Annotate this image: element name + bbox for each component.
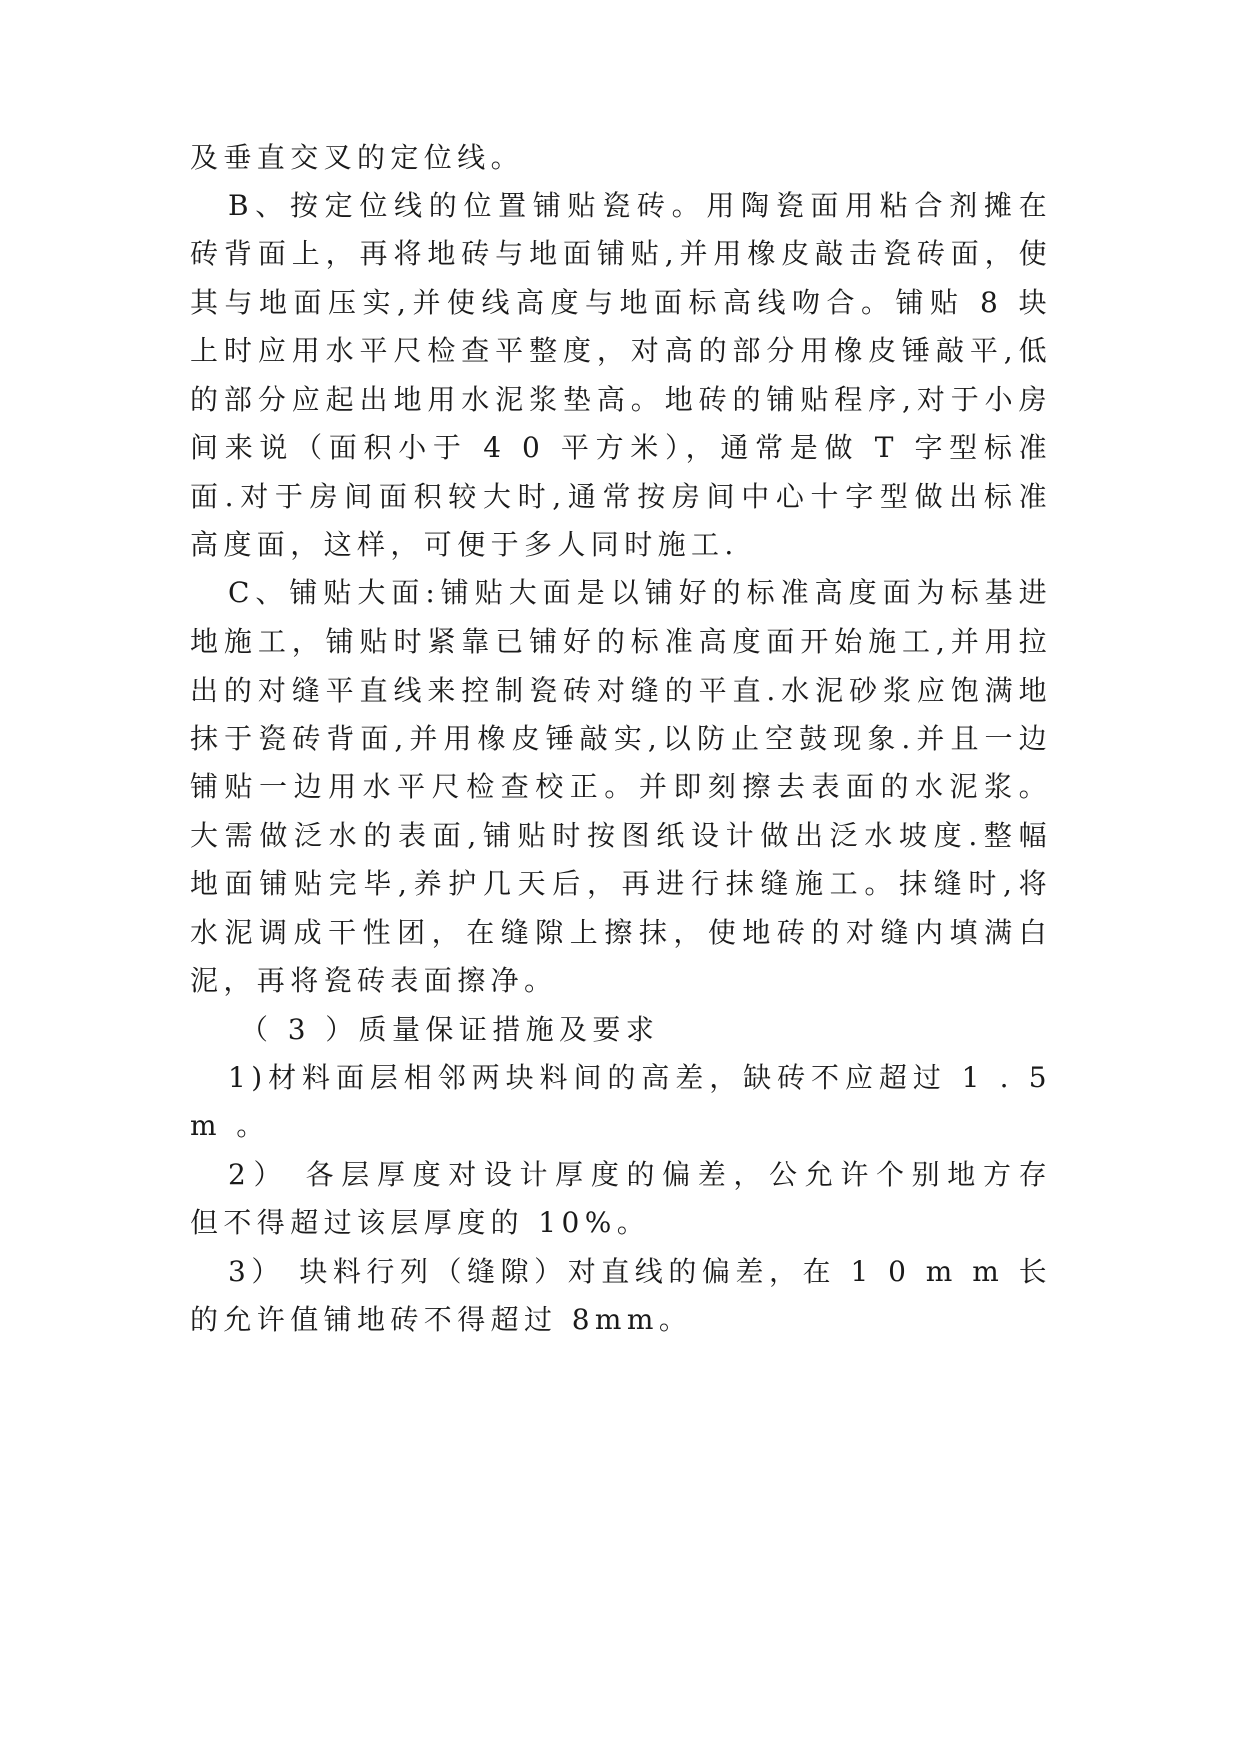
section-heading: （ 3 ）质量保证措施及要求	[240, 1013, 660, 1046]
text-line: 上时应用水平尺检查平整度，对高的部分用橡皮锤敲平,低	[190, 334, 1052, 367]
text-line: 出的对缝平直线来控制瓷砖对缝的平直.水泥砂浆应饱满地	[190, 674, 1052, 707]
text-line: m 。	[190, 1109, 270, 1142]
text-line: 地施工，铺贴时紧靠已铺好的标准高度面开始施工,并用拉	[190, 625, 1052, 658]
text-line: 间来说（面积小于 4 0 平方米），通常是做 T 字型标准	[190, 431, 1052, 464]
text-line: 面.对于房间面积较大时,通常按房间中心十字型做出标准	[190, 480, 1052, 513]
text-line: C、铺贴大面:铺贴大面是以铺好的标准高度面为标基进	[228, 576, 1052, 609]
text-line: 但不得超过该层厚度的 10%。	[190, 1206, 651, 1239]
text-line: 的允许值铺地砖不得超过 8mm。	[190, 1303, 693, 1336]
text-line: 其与地面压实,并使线高度与地面标高线吻合。铺贴 8 块	[190, 286, 1052, 319]
text-line: 高度面，这样，可便于多人同时施工.	[190, 528, 739, 561]
text-line: 2） 各层厚度对设计厚度的偏差，公允许个别地方存	[228, 1158, 1052, 1191]
text-line: 铺贴一边用水平尺检查校正。并即刻擦去表面的水泥浆。	[190, 770, 1052, 803]
text-line: 1)材料面层相邻两块料间的高差，缺砖不应超过 1 . 5	[228, 1061, 1052, 1094]
text-line: B、按定位线的位置铺贴瓷砖。用陶瓷面用粘合剂摊在	[228, 189, 1052, 222]
text-line: 砖背面上，再将地砖与地面铺贴,并用橡皮敲击瓷砖面，使	[190, 237, 1052, 270]
text-line: 水泥调成干性团，在缝隙上擦抹，使地砖的对缝内填满白	[190, 916, 1052, 949]
text-line: 的部分应起出地用水泥浆垫高。地砖的铺贴程序,对于小房	[190, 383, 1052, 416]
text-line: 3） 块料行列（缝隙）对直线的偏差，在 1 0 m m 长	[228, 1255, 1052, 1288]
text-line: 大需做泛水的表面,铺贴时按图纸设计做出泛水坡度.整幅	[190, 819, 1052, 852]
text-line: 地面铺贴完毕,养护几天后，再进行抹缝施工。抹缝时,将	[190, 867, 1052, 900]
text-line: 抹于瓷砖背面,并用橡皮锤敲实,以防止空鼓现象.并且一边	[190, 722, 1052, 755]
text-line: 泥，再将瓷砖表面擦净。	[190, 964, 558, 997]
text-line: 及垂直交叉的定位线。	[190, 141, 525, 174]
